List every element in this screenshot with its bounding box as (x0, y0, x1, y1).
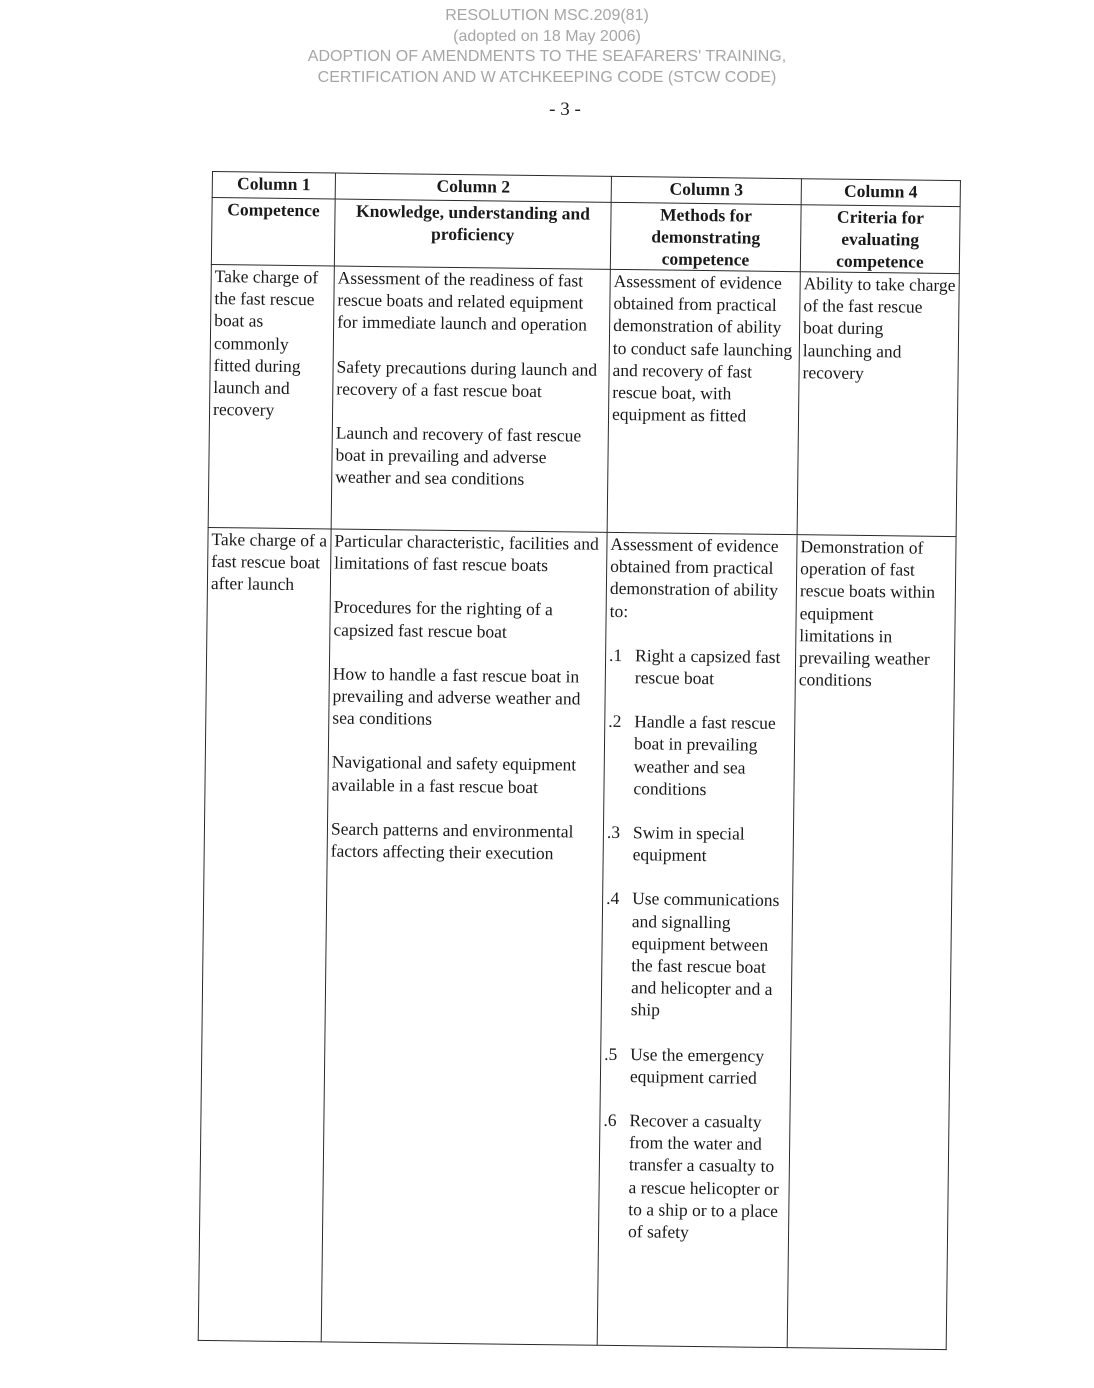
knowledge-item: How to handle a fast rescue boat in prevailing and adverse weather and sea conditions (332, 663, 581, 729)
item-text: Right a capsized fast rescue boat (634, 645, 781, 689)
methods-cell: Assessment of evidence obtained from practical demonstration of ability to conduct safe launching and recovery of fast rescue boat, with equipment as fitted (607, 269, 800, 534)
knowledge-cell (331, 266, 610, 532)
list-item (609, 644, 793, 691)
resolution-title: RESOLUTION MSC.209(81) (445, 7, 649, 24)
knowledge-item: Particular characteristic, facilities and limitations of fast rescue boats (334, 530, 599, 576)
adoption-date: (adopted on 18 May 2006) (453, 27, 641, 45)
criteria-cell: Ability to take charge of the fast rescue boat during launching and recovery (797, 272, 959, 537)
knowledge-item: Navigational and safety equipment available in a fast rescue boat (331, 751, 577, 797)
knowledge-item: Launch and recovery of fast rescue boat in prevailing and adverse weather and sea conditions (335, 422, 582, 490)
item-number: .4 (606, 888, 620, 909)
methods-header: Methods for demonstrating competence (610, 202, 801, 271)
item-text: Use communications and signalling equipment between the fast rescue boat and helicopter and a ship (630, 888, 780, 1020)
methods-intro: Assessment of evidence obtained from practical demonstration of ability to: (609, 533, 779, 621)
list-item (602, 1109, 787, 1244)
document-header (0, 6, 1094, 88)
column-1-header: Column 1 (212, 172, 335, 200)
methods-cell (597, 532, 797, 1347)
code-title: CERTIFICATION AND W ATCHKEEPING CODE (STCW CODE) (317, 68, 777, 86)
item-text: Use the emergency equipment carried (629, 1043, 765, 1088)
knowledge-item: Safety precautions during launch and recovery of a fast rescue boat (336, 356, 598, 401)
competence-cell: Take charge of the fast rescue boat as commonly fitted during launch and recovery (208, 264, 334, 528)
knowledge-header: Knowledge, understanding and proficiency (334, 199, 611, 269)
item-number: .6 (603, 1109, 617, 1131)
column-2-header: Column 2 (335, 173, 611, 202)
table-row (208, 264, 959, 536)
knowledge-item: Assessment of the readiness of fast rescue boats and related equipment for immediate launch and operation (337, 267, 588, 335)
item-text: Recover a casualty from the water and transfer a casualty to a rescue helicopter or to a ship or to a place of safety (627, 1110, 779, 1242)
list-item (607, 710, 791, 801)
item-text: Handle a fast rescue boat in prevailing weather and sea conditions (633, 711, 776, 799)
competence-cell: Take charge of a fast rescue boat after launch (198, 527, 331, 1341)
competence-table (198, 171, 961, 1350)
competence-header: Competence (211, 198, 335, 266)
item-number: .1 (608, 644, 623, 665)
list-item (607, 821, 791, 868)
knowledge-cell (321, 529, 607, 1345)
table-row (198, 527, 956, 1349)
item-number: .3 (606, 821, 621, 843)
column-3-header: Column 3 (611, 176, 801, 204)
item-text: Swim in special equipment (632, 822, 745, 866)
column-title-row (211, 198, 960, 274)
knowledge-item: Search patterns and environmental factors affecting their execution (330, 818, 574, 864)
knowledge-item: Procedures for the righting of a capsized fast rescue boat (333, 596, 553, 642)
criteria-header: Criteria for evaluating competence (800, 205, 960, 274)
item-number: .2 (608, 711, 622, 732)
criteria-cell: Demonstration of operation of fast rescue boats within equipment limitations in prevailing weather conditions (787, 535, 956, 1350)
list-item (604, 1043, 788, 1090)
amendments-title: ADOPTION OF AMENDMENTS TO THE SEAFARERS' TRAINING, (307, 48, 787, 65)
list-item (605, 887, 790, 1022)
item-number: .5 (604, 1043, 618, 1064)
column-4-header: Column 4 (801, 179, 960, 207)
page-number: - 3 - (549, 99, 581, 120)
